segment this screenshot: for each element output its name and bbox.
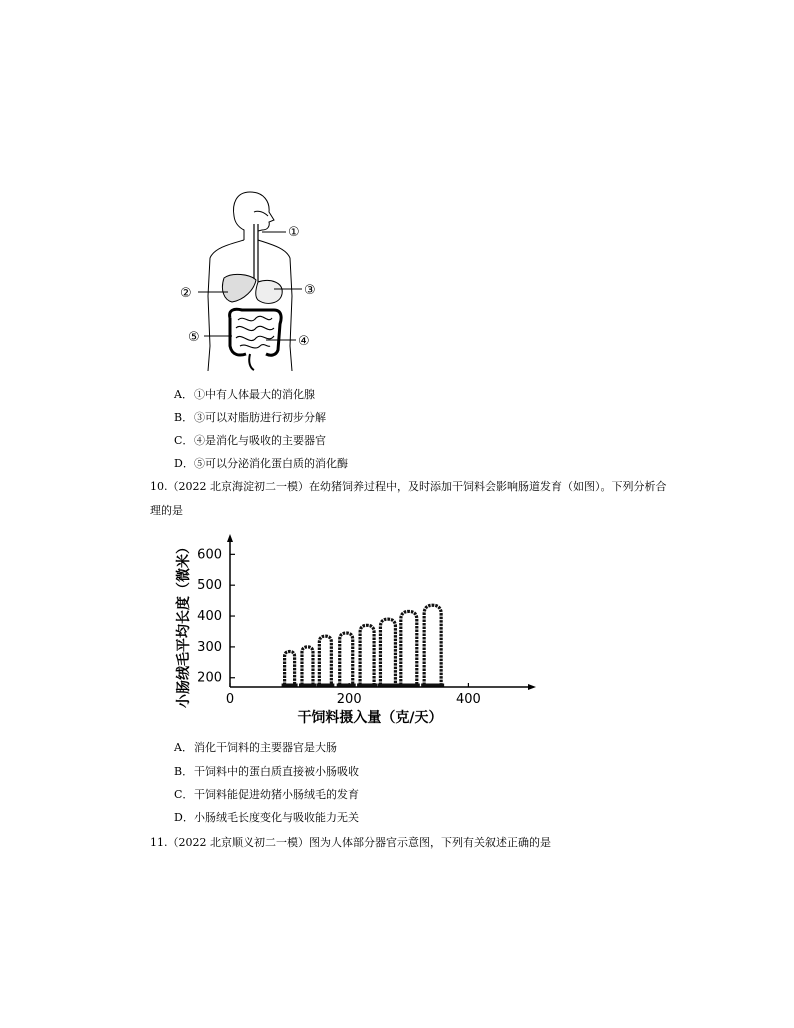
option-letter: A．	[174, 388, 193, 401]
villus-bar	[299, 647, 316, 685]
diagram-label-3: ③	[304, 283, 316, 298]
option-letter: C．	[174, 788, 194, 801]
villus-bar	[377, 619, 398, 685]
q9-option-d	[174, 457, 348, 471]
y-tick-label: 500	[197, 578, 222, 594]
diagram-label-4: ④	[298, 334, 310, 349]
q11-stem: 11.（2022 北京顺义初二一模）图为人体部分器官示意图，下列有关叙述正确的是	[150, 836, 551, 849]
head-outline	[234, 192, 250, 240]
y-axis-label: 小肠绒毛平均长度（微米）	[176, 540, 192, 708]
q10-option-d	[174, 811, 359, 825]
option-text: 干饲料能促进幼猪小肠绒毛的发育	[194, 788, 359, 801]
y-tick-label: 300	[197, 639, 222, 655]
x-tick-label: 400	[455, 692, 481, 707]
stomach	[256, 281, 283, 304]
q9-option-a	[174, 388, 315, 402]
liver	[222, 274, 256, 302]
villus-bar	[357, 625, 377, 685]
x-tick-label: 0	[225, 692, 235, 707]
option-letter: B．	[174, 765, 194, 778]
diagram-label-2: ②	[180, 286, 192, 301]
x-axis-arrow	[528, 684, 536, 690]
q9-option-c	[174, 434, 326, 448]
q10-stem-line1: 10.（2022 北京海淀初二一模）在幼猪饲养过程中，及时添加干饲料会影响肠道发育（如图）。下列分析合	[150, 480, 667, 493]
villus-bar	[337, 633, 356, 685]
x-axis-label: 干饲料摄入量（克/天）	[297, 710, 443, 726]
villus-bar	[316, 636, 334, 685]
option-letter: D．	[174, 457, 194, 470]
option-text: 干饲料中的蛋白质直接被小肠吸收	[194, 765, 359, 778]
q10-option-b	[174, 765, 359, 779]
option-text: ③可以对脂肪进行初步分解	[194, 411, 326, 424]
small-intestine	[236, 316, 274, 348]
chart-bars	[282, 605, 445, 685]
option-letter: D．	[174, 811, 194, 824]
diagram-label-1: ①	[288, 225, 300, 240]
villus-bar	[421, 605, 444, 685]
option-text: 小肠绒毛长度变化与吸收能力无关	[194, 811, 359, 824]
villus-length-chart	[160, 534, 540, 729]
villus-bar	[282, 652, 298, 685]
q10-stem-line2: 理的是	[150, 504, 183, 517]
q10-option-a	[174, 741, 337, 755]
y-tick-label: 400	[197, 609, 222, 625]
option-text: ④是消化与吸收的主要器官	[194, 434, 326, 447]
villus-bar	[398, 611, 420, 685]
option-text: 消化干饲料的主要器官是大肠	[194, 741, 337, 754]
option-text: ⑤可以分泌消化蛋白质的消化酶	[194, 457, 348, 470]
option-letter: A．	[174, 741, 193, 754]
option-letter: B．	[174, 411, 194, 424]
y-tick-label: 200	[197, 670, 222, 686]
torso-outline	[208, 240, 244, 371]
option-letter: C．	[174, 434, 194, 447]
q9-option-b	[174, 411, 326, 425]
diagram-label-5: ⑤	[188, 330, 200, 345]
q10-option-c	[174, 788, 359, 802]
digestive-system-diagram	[170, 186, 330, 376]
x-tick-label: 200	[336, 692, 362, 707]
option-text: ①中有人体最大的消化腺	[194, 388, 315, 401]
y-axis-arrow	[227, 534, 233, 542]
y-tick-label: 600	[197, 547, 222, 563]
